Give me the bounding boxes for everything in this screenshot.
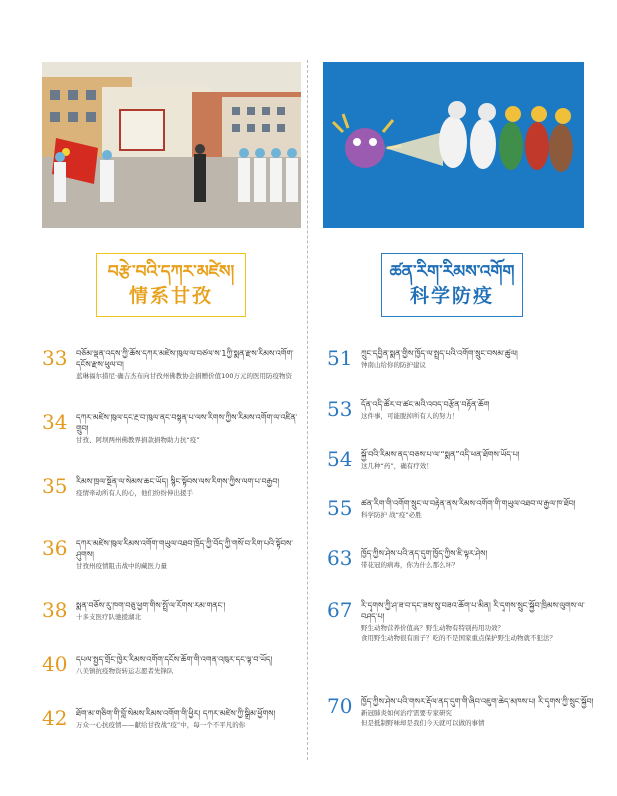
toc-entry[interactable] [327,397,599,437]
section-title-tibetan: བརྩེ་བའི་དཀར་མཛེས། [107,262,235,282]
page-number: 42 [42,706,68,730]
page-number: 35 [42,474,68,498]
toc-entry[interactable] [42,410,302,460]
page-number: 55 [327,496,353,520]
entry-title-chinese: 科学防护 战“疫”必胜 [361,511,422,519]
toc-entry[interactable] [42,652,302,692]
toc-entry[interactable] [327,447,599,487]
toc-entry[interactable] [42,346,302,396]
toc-entry[interactable] [327,496,599,536]
entry-title-tibetan: སྨན་བཅོས་རུ་ཁག་བཅུ་ཕྱག་གིས་སྤྲོ་ལ་རོགས་རམ་གནང་། [76,601,226,610]
toc-entry[interactable] [42,706,302,756]
entry-title-chinese: 十多支医疗队驰援湖北 [76,613,141,621]
entry-title-tibetan: སྐྱོ་བའི་རིམས་ནད་བཅས་པ་ལ་“སྨན”འདི་ཕན་ཐོགས་ཡོད་པ། [361,450,520,459]
page-number: 38 [42,598,68,622]
page-number: 36 [42,536,68,560]
page-number: 63 [327,546,353,570]
toc-entry[interactable] [327,694,599,764]
entry-title-chinese: 蓝琳福尔措尼·确吉杰布向甘孜州佛教协会捐赠价值100万元的医用防疫物资 [76,372,292,380]
toc-entry[interactable] [42,474,302,524]
page-number: 51 [327,346,353,370]
entry-title-chinese: 带花冠的病毒，你为什么那么坏？ [361,561,459,569]
entry-title-tibetan: བཅོམ་ལྡན་འདས་ཀྱི་ཆོས་དཀར་མཛེས་ཁུལ་ལ་བཙལ་ས་1ཀྱི་སྨན་རྫས་རིམས་འགོག་དངོས་རྫས་ཕུལ་བ། [76,349,294,369]
entry-title-chinese: 新冠肺炎如何治疗需要专家研究 但是抵制野味却是我们今天就可以做的事情 [361,709,485,727]
entry-title-chinese: 这件事，可能脱掉所有人的努力！ [361,412,459,420]
page-number: 70 [327,694,353,718]
entry-title-tibetan: ཐོག་མ་གཅིག་གི་བློ་སེམས་རིམས་འགོག་གི་ཕྱིར། དཀར་མཛེས་ཀྱི་སྒྲིམ་ཕྱོགས། [76,709,276,718]
toc-entry[interactable] [327,598,599,678]
page-number: 54 [327,447,353,471]
entry-title-tibetan: རིམས་ཁྲལ་སྔོན་ལ་སེམས་ཆང་ཡོད། སྙིང་སྟོབས་ལས་རིགས་ཀྱིས་ལག་པ་བརྒྱབ། [76,477,280,486]
toc-entry[interactable] [42,536,302,586]
entry-title-tibetan: ཁྱོད་ཀྱིས་ཤེས་པའི་གསར་རྡོལ་ནད་དུག་གི་ཞིབ་འཇུག་ཆེད་མཁས་པ། རི་དྭགས་ཀྱི་སྲུང་སྐྱོབ། [361,697,594,706]
section-title-tibetan: ཚན་རིག་རིམས་འགོག [389,262,515,282]
toc-entry[interactable] [327,546,599,586]
page-number: 33 [42,346,68,370]
entry-title-chinese: 疫情牵动所有人的心，他们纷纷伸出援手 [76,489,193,497]
entry-title-tibetan: ཁྱོད་ཀྱིས་ཤེས་པའི་ནད་དུག་ཁྱོད་ཀྱིས་ཇི་ལྟར་ཤེས། [361,549,488,558]
entry-title-chinese: 八美镇抗疫物资转运志愿者先锋队 [76,667,174,675]
section-title-box-left [96,253,246,317]
column-divider [307,60,308,760]
entry-title-chinese: 万众一心抗疫情——献给甘孜战“疫”中，每一个不平凡的你 [76,721,246,729]
entry-title-chinese: 甘孜、阿坝两州佛教界捐款捐物助力抗“疫” [76,436,200,444]
entry-title-tibetan: ཀྲུང་དབྱིན་སྨན་གྱིས་ཁྱོད་ལ་སྤྲད་པའི་འགོག་སྲུང་བསམ་ཚུལ། [361,349,518,358]
entry-title-chinese: 钟南山给你的防护建议 [361,361,426,369]
section-title-box-right [381,253,523,317]
entry-title-tibetan: དོན་འདི་ཚོར་བ་ཚང་མའི་འབད་བརྩོན་བརྟོན་ཆོག [361,400,490,409]
section-title-chinese: 情系甘孜 [128,285,213,307]
entry-title-chinese: 甘孜州疫情阻击战中的藏医力量 [76,562,167,570]
entry-title-chinese: 这几种“药”，确有疗效！ [361,462,433,470]
flag-ceremony-photo [42,62,301,228]
toc-entry[interactable] [327,346,599,386]
page-number: 67 [327,598,353,622]
entry-title-tibetan: དཀར་མཛེས་ཁུལ་དང་རྔ་བ་ཁུལ་ནང་བསྟན་པ་ལས་རིགས་ཀྱིས་རིམས་འགོག་ལ་འཛིན་གྲུབ། [76,413,298,433]
entry-title-tibetan: ཚན་རིག་གི་འགོག་སྲུང་ལ་བརྟེན་ནས་རིམས་འགོག་གི་གཡུལ་འཐབ་ལ་རྒྱལ་ཁ་ཐོབ། [361,499,576,508]
toc-entry[interactable] [42,598,302,638]
page-number: 40 [42,652,68,676]
page-number: 34 [42,410,68,434]
medical-workers-illustration [323,62,584,228]
entry-title-chinese: 野生动物营养价值高？野生动物有特别药用功效？ 食用野生动物很有面子？吃的不是国家重点保护野生动物就不犯法？ [361,624,556,642]
page-number: 53 [327,397,353,421]
entry-title-tibetan: དཀར་མཛེས་ཁུལ་རིམས་འགོག་གཡུལ་འཐབ་ཁྲོད་ཀྱི་བོད་ཀྱི་གསོ་བ་རིག་པའི་སྟོབས་ཤུགས། [76,539,293,559]
entry-title-tibetan: དཔལ་སྤྱད་གྲོང་ཁྱེར་རིམས་འགོག་དངོས་ཆོག་གི་འགན་འཁུར་དང་ལྟ་བ་ཡོད། [76,655,273,664]
entry-title-tibetan: རི་དྭགས་ཀྱི་ཤ་ཟ་བ་དང་ཟས་སུ་བཟའ་ཆོག་པ་མིན། རི་དྭགས་སྲུང་སྐྱོབ་ཁྲིམས་ལུགས་ལ་བཤད་པ། [361,601,585,621]
section-title-chinese: 科学防疫 [409,285,494,307]
